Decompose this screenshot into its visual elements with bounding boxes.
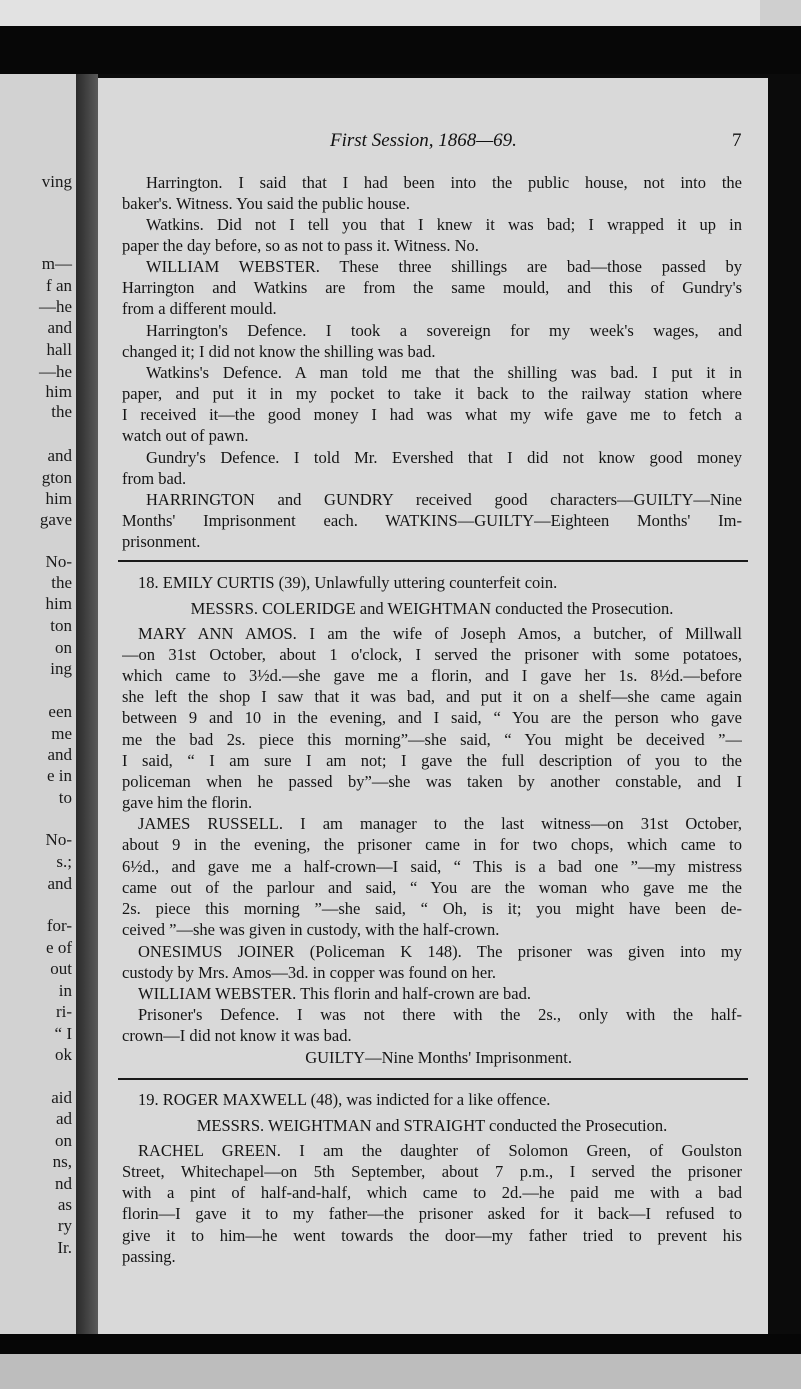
right-page-edge [768,74,801,1336]
left-margin-word: ri- [55,1002,72,1021]
left-margin-word: out [50,959,72,978]
text-line: JAMES RUSSELL. I am manager to the last witness—on 31st October, [138,814,742,833]
text-line: about 9 in the evening, the prisoner came in for two chops, which came to [122,835,742,854]
left-margin-word: ton [50,616,72,635]
left-margin-word: and [47,745,72,764]
text-line: ONESIMUS JOINER (Policeman K 148). The prisoner was given into my [138,942,742,961]
text-line: paper, and put it in my pocket to take it back to the railway station where [122,384,742,403]
text-line: Harrington and Watkins are from the same mould, and this of Gundry's [122,278,742,297]
left-margin-word: as [57,1195,72,1214]
text-line: Gundry's Defence. I told Mr. Evershed that I did not know good money [146,448,742,467]
left-margin-word: on [55,1131,72,1150]
text-line: Harrington. I said that I had been into the public house, not into the [146,173,742,192]
text-line: RACHEL GREEN. I am the daughter of Solomon Green, of Goulston [138,1141,742,1160]
left-margin-word: e of [46,938,72,957]
text-line: crown—I did not know it was bad. [122,1026,352,1045]
text-line: passing. [122,1247,176,1266]
left-margin-word: ok [55,1045,72,1064]
left-margin-word: and [47,874,72,893]
left-margin-word: ad [55,1109,72,1128]
text-line: I said, “ I am sure I am not; I gave the full description of you to the [122,751,742,770]
text-line: Harrington's Defence. I took a sovereign for my week's wages, and [146,321,742,340]
left-margin-word: him [45,382,72,401]
left-margin-word: gave [39,510,72,529]
section-rule [118,1078,748,1080]
left-margin-word: ns, [52,1152,72,1171]
left-margin-word: ing [50,659,72,678]
text-line: HARRINGTON and GUNDRY received good characters—GUILTY—Nine [146,490,742,509]
left-margin-word: een [48,702,72,721]
text-line: Watkins. Did not I tell you that I knew it was bad; I wrapped it up in [146,215,742,234]
left-margin-word: f an [46,276,72,295]
text-line: with a pint of half-and-half, which came to 2d.—he paid me with a bad [122,1183,742,1202]
text-line: 6½d., and gave me a half-crown—I said, “ This is a bad one ”—my mistress [122,857,742,876]
left-margin-word: ving [41,172,72,191]
left-margin-word: him [45,489,72,508]
left-page-fragment [0,74,78,1336]
text-line: she left the shop I saw that it was bad, and put it on a shelf—she came again [122,687,742,706]
text-line: watch out of pawn. [122,426,249,445]
left-margin-word: the [51,573,72,592]
left-margin-word: hall [46,340,72,359]
prosecution-line: MESSRS. WEIGHTMAN and STRAIGHT conducted the Prosecution. [196,1116,668,1135]
text-line: Months' Imprisonment each. WATKINS—GUILTY—Eighteen Months' Im- [122,511,742,530]
text-line: changed it; I did not know the shilling was bad. [122,342,436,361]
text-line: from a different mould. [122,299,277,318]
text-line: give it to him—he went towards the door—my father tried to prevent his [122,1226,742,1245]
left-margin-word: m— [41,254,72,273]
text-line: I received it—the good money I had was what my wife gave me to fetch a [122,405,742,424]
left-margin-word: nd [55,1174,72,1193]
text-line: MARY ANN AMOS. I am the wife of Joseph Amos, a butcher, of Millwall [138,624,742,643]
text-line: between 9 and 10 in the evening, and I said, “ You are the person who gave [122,708,742,727]
prosecution-line: MESSRS. COLERIDGE and WEIGHTMAN conducted the Prosecution. [190,599,674,618]
verdict-line: GUILTY—Nine Months' Imprisonment. [305,1048,572,1067]
left-margin-word: s.; [56,852,72,871]
left-margin-word: —he [38,362,72,381]
left-margin-word: No- [45,552,72,571]
case-heading: 19. ROGER MAXWELL (48), was indicted for a like offence. [138,1090,551,1109]
left-margin-word: aid [51,1088,72,1107]
text-line: florin—I gave it to my father—the prisoner asked for it back—I refused to [122,1204,742,1223]
scan-dark-band-top [0,26,801,74]
case-heading: 18. EMILY CURTIS (39), Unlawfully uttering counterfeit coin. [138,573,558,592]
text-line: paper the day before, so as not to pass it. Witness. No. [122,236,479,255]
text-line: —on 31st October, about 1 o'clock, I served the prisoner with some potatoes, [122,645,742,664]
text-line: Prisoner's Defence. I was not there with the 2s., only with the half- [138,1005,742,1024]
left-margin-word: No- [45,830,72,849]
left-margin-word: Ir. [57,1238,72,1257]
text-line: ceived ”—she was given in custody, with the half-crown. [122,920,500,939]
left-margin-word: me [51,724,72,743]
text-line: baker's. Witness. You said the public house. [122,194,410,213]
scan-dark-band-bottom [0,1334,801,1389]
section-rule [118,560,748,562]
text-line: me the bad 2s. piece this morning”—she said, “ You might be deceived ”— [122,730,742,749]
text-line: custody by Mrs. Amos—3d. in copper was found on her. [122,963,496,982]
text-line: prisonment. [122,532,201,551]
running-title: First Session, 1868—69. [330,130,517,151]
left-margin-word: and [47,446,72,465]
left-margin-word: him [45,594,72,613]
text-line: Watkins's Defence. A man told me that the shilling was bad. I put it in [146,363,742,382]
left-margin-word: gton [41,468,72,487]
text-line: WILLIAM WEBSTER. This florin and half-crown are bad. [138,984,531,1003]
left-margin-word: for- [46,916,72,935]
scan-top-edge [0,0,801,26]
left-margin-word: and [47,318,72,337]
text-line: came out of the parlour and said, “ You are the woman who gave me the [122,878,742,897]
left-margin-word: ry [57,1216,72,1235]
left-margin-word: e in [46,766,72,785]
left-margin-word: to [58,788,72,807]
right-page [98,78,768,1334]
left-margin-word: the [51,402,72,421]
text-line: policeman when he passed by”—she was taken by another constable, and I [122,772,742,791]
left-margin-word: —he [38,297,72,316]
text-line: gave him the florin. [122,793,253,812]
left-margin-word: on [55,638,72,657]
book-gutter [76,74,98,1336]
left-margin-word: “ I [54,1024,72,1043]
text-line: WILLIAM WEBSTER. These three shillings are bad—those passed by [146,257,742,276]
page-number: 7 [732,130,742,151]
text-line: from bad. [122,469,187,488]
text-line: Street, Whitechapel—on 5th September, about 7 p.m., I served the prisoner [122,1162,742,1181]
page-header [98,130,768,154]
left-margin-word: in [58,981,72,1000]
text-line: 2s. piece this morning ”—she said, “ Oh, is it; you might have been de- [122,899,742,918]
text-line: which came to 3½d.—she gave me a florin, and I gave her 1s. 8½d.—before [122,666,742,685]
